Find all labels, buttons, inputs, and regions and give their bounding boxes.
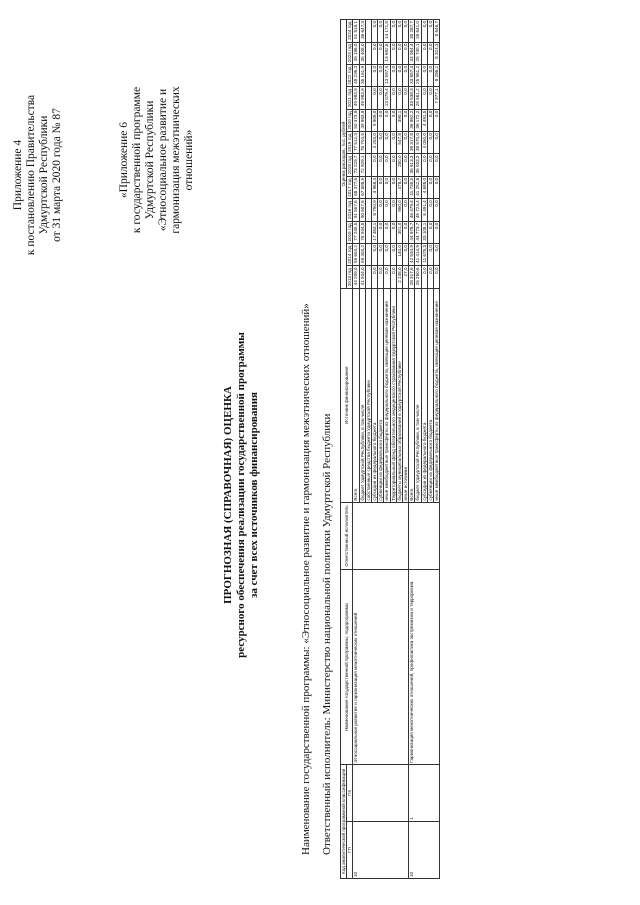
appendix-4-line: к постановлению Правительства [25,94,37,256]
cell-value: 0,0 [372,266,378,288]
cell-value: 50 373,9 [353,109,359,131]
cell-value: 0,0 [427,199,433,221]
cell-value: 48 236,3 [353,64,359,86]
cell-value: 0,0 [427,64,433,86]
cell-value: 4 491,5 [421,109,427,131]
cell-value: 72 929,1 [359,154,365,176]
cell-value: 0,0 [434,221,440,243]
cell-value: 41 735,5 [409,176,415,198]
cell-value: 0,0 [378,42,384,64]
cell-value: 0,0 [421,64,427,86]
cell-value: 0,0 [390,64,396,86]
cell-value: 26 260,6 [415,266,421,288]
cell-value: 0,0 [434,132,440,154]
cell-value: 0,0 [434,154,440,176]
cell-value: 59 404,2 [359,244,365,266]
cell-value: 0,0 [403,20,409,43]
header-estimate: Оценка расходов, тыс. рублей [341,20,347,289]
cell-value: 13 692,6 [384,42,390,64]
cell-value: 11 678,3 [421,244,427,266]
cell-source: Территориальный фонд обязательного медицинского страхования Удмуртской Республики [390,288,396,502]
cell-value: 0,0 [390,176,396,198]
cell-value: 0,0 [403,221,409,243]
cell-value: 0,0 [378,132,384,154]
cell-value: 0,0 [378,87,384,109]
cell-value: 0,0 [396,42,402,64]
cell-source: субвенции из федерального бюджета [427,288,433,502]
cell-value: 51 818,1 [353,20,359,43]
cell-value: 0,0 [372,42,378,64]
cell-value: 0,0 [434,244,440,266]
cell-value: 0,0 [403,42,409,64]
cell-source: субвенции из федерального бюджета [378,288,384,502]
header-responsible: Ответственный исполнитель [341,502,353,570]
cell-value: 77 245,5 [353,221,359,243]
cell-source: собственные средства бюджета Удмуртской Республики [365,288,371,502]
cell-value: 0,0 [384,132,390,154]
cell-value: 36 613,3 [409,154,415,176]
cell-value: 0,0 [403,176,409,198]
document-title [222,145,261,845]
cell-value: 76 704,5 [359,132,365,154]
cell-value: 0,0 [434,266,440,288]
table-header-row [341,20,347,879]
cell-value: 38 570,0 [415,132,421,154]
header-year: 2016 год [347,199,353,221]
cell-value: 0,0 [390,132,396,154]
cell-source: бюджет Удмуртской Республики, в том числе [415,288,421,502]
title-line: за счет всех источников финансирования [248,392,260,599]
cell-value: 0,0 [427,109,433,131]
cell-source: Всего [409,288,415,502]
header-year: 2014 год [347,244,353,266]
cell-value: 547,8 [396,132,402,154]
cell-value: 0,0 [396,87,402,109]
cell-value: 91 557,6 [353,199,359,221]
header-name: Наименование государственной программы, подпрограммы [341,570,353,764]
header-year: 2022 год [347,64,353,86]
cell-value: 49 983,9 [359,109,365,131]
cell-name: Гармонизация межэтнических отношений, профилактика экстремизма и терроризма [409,570,440,764]
cell-value: 0,0 [378,244,384,266]
cell-value: 280,0 [396,154,402,176]
cell-value: 4 968,4 [372,176,378,198]
cell-value: 67 898,9 [359,176,365,198]
cell-source: бюджет Удмуртской Республики, в том числе [359,288,365,502]
appendix-6-header [118,30,196,290]
program-name-line: Наименование государственной программы: «Этносоциальное развитие и гармонизация межэтнических отношений» [300,303,312,855]
cell-value: 42 534,9 [409,244,415,266]
cell-responsible [409,502,440,570]
cell-value: 25 561,2 [415,87,421,109]
cell-value: 0,0 [427,176,433,198]
cell-value: 0,0 [396,64,402,86]
cell-pp: 1 [409,764,440,821]
cell-value: 0,0 [403,109,409,131]
cell-value: 27,0 [403,266,409,288]
header-source: Источник финансирования [341,288,353,502]
cell-source: бюджеты муниципальных образований в Удмуртской Республике [396,288,402,502]
cell-value: 0,0 [434,199,440,221]
cell-value: 0,0 [384,221,390,243]
cell-value: 4 688,0 [421,176,427,198]
executor-line: Ответственный исполнитель: Министерство национальной политики Удмуртской Республики [321,413,333,855]
cell-source: Всего [353,288,359,502]
cell-value: 25 961,2 [415,64,421,86]
cell-value: 13 079,4 [384,87,390,109]
cell-value: 0,0 [403,64,409,86]
cell-value: 49 196,0 [353,42,359,64]
cell-value: 59 604,2 [353,244,359,266]
cell-value: 35 161,9 [359,64,365,86]
cell-value: 0,0 [427,87,433,109]
header-year: 2017 год [347,176,353,198]
cell-value: 0,0 [378,64,384,86]
cell-value: 44 773,7 [415,221,421,243]
appendix-6-line: отношений» [183,129,195,191]
appendix-6-line: гармонизация межэтнических [170,86,182,234]
cell-pp [353,764,409,821]
cell-value: 0,0 [372,64,378,86]
cell-value: 77 512,3 [353,132,359,154]
cell-value: 41 934,0 [359,266,365,288]
cell-value: 0,0 [427,266,433,288]
cell-value: 0,0 [390,266,396,288]
cell-value: 49 983,9 [359,87,365,109]
cell-source: иные источники [403,288,409,502]
cell-value: 301,0 [396,221,402,243]
cell-value: 44 209,0 [353,266,359,288]
cell-value: 17 463,1 [372,221,378,243]
cell-value: 36 033,3 [415,154,421,176]
cell-value: 0,0 [396,20,402,43]
cell-value: 0,0 [378,154,384,176]
cell-value: 0,0 [390,109,396,131]
cell-value: 0,0 [384,244,390,266]
cell-value: 7 977,1 [434,87,440,109]
cell-value: 0,0 [427,42,433,64]
cell-value: 0,0 [434,109,440,131]
cell-value: 8 296,2 [434,64,440,86]
cell-value: 4 050,0 [421,132,427,154]
cell-value: 390,1 [396,109,402,131]
cell-value: 76 944,5 [359,221,365,243]
cell-value: 0,0 [390,154,396,176]
cell-value: 6 491,4 [421,199,427,221]
cell-value: 90 607,6 [359,199,365,221]
cell-value: 41 252,8 [415,176,421,198]
cell-value: 0,0 [384,109,390,131]
cell-gp: 10 [409,821,440,878]
cell-value: 8 646,7 [434,20,440,43]
cell-value: 0,0 [372,154,378,176]
cell-value: 0,0 [390,221,396,243]
cell-value: 0,0 [403,244,409,266]
header-year: 2015 год [347,221,353,243]
cell-value: 33 857,4 [409,64,415,86]
cell-value: 8 750,9 [372,199,378,221]
cell-value: 0,0 [421,42,427,64]
cell-value: 140,0 [396,244,402,266]
cell-value: 0,0 [384,176,390,198]
cell-value: 0,0 [384,154,390,176]
cell-value: 13 597,4 [384,64,390,86]
cell-value: 0,0 [390,42,396,64]
cell-value: 0,0 [384,199,390,221]
header-year: 2021 год [347,87,353,109]
appendix-4-line: от 31 марта 2020 года № 87 [51,108,63,242]
cell-value: 73 229,7 [353,154,359,176]
appendix-6-line: «Этносоциальное развитие и [157,88,169,232]
cell-value: 41 414,9 [415,244,421,266]
cell-responsible [353,502,409,570]
appendix-4-line: Приложение 4 [12,139,24,211]
cell-value: 0,0 [378,221,384,243]
header-gp: ГП [347,821,353,878]
header-year: 2018 год [347,154,353,176]
cell-value: 0,0 [403,199,409,221]
cell-value: 33 538,3 [409,87,415,109]
cell-value: 36 172,2 [415,109,421,131]
appendix-6-line: Удмуртской Республики [144,100,156,220]
cell-value: 33 108,1 [421,221,427,243]
header-year: 2024 год [347,20,353,43]
cell-value: 0,0 [378,266,384,288]
cell-value: 0,0 [403,87,409,109]
cell-value: 0,0 [427,132,433,154]
cell-value: 0,0 [421,266,427,288]
appendix-4-line: Удмуртской Республики [38,115,50,235]
cell-gp: 10 [353,821,409,878]
cell-value: 0,0 [403,154,409,176]
cell-value: 0,0 [403,132,409,154]
cell-value: 49 983,9 [353,87,359,109]
cell-source: субсидии из федерального бюджета [421,288,427,502]
cell-value: 0,0 [384,266,390,288]
cell-value: 0,0 [427,244,433,266]
header-year: 2023 год [347,42,353,64]
header-year: 2019 год [347,132,353,154]
cell-value: 44 978,7 [409,221,415,243]
cell-value: 5 909,0 [372,109,378,131]
cell-value: 0,0 [372,87,378,109]
cell-value: 0,0 [427,221,433,243]
cell-value: 39 317,8 [409,132,415,154]
header-pp: Пп [347,764,353,821]
appendix-4-header [12,30,64,320]
cell-value: 0,0 [372,20,378,43]
cell-value: 45 724,4 [415,199,421,221]
cell-value: 26 641,0 [415,20,421,43]
cell-value: 46 479,4 [409,199,415,221]
cell-value: 34 064,4 [409,42,415,64]
title-line: ПРОГНОЗНАЯ (СПРАВОЧНАЯ) ОЦЕНКА [222,386,234,604]
cell-source: иные межбюджетные трансферты из федерального бюджета, имеющие целевое назначение [384,288,390,502]
cell-value: 0,0 [372,244,378,266]
cell-value: 14 171,8 [384,20,390,43]
appendix-6-line: «Приложение 6 [118,121,130,199]
title-line: ресурсного обеспечения реализации государственной программы [235,332,247,658]
cell-value: 35 408,0 [359,42,365,64]
cell-value: 28 317,6 [409,266,415,288]
cell-value: 0,0 [390,244,396,266]
cell-value: 4 253,0 [372,132,378,154]
cell-name: Этносоциальное развитие и гармонизация межэтнических отношений [353,570,409,764]
cell-value: 0,0 [390,20,396,43]
header-year: 2013 год [347,266,353,288]
cell-source: иные межбюджетные трансферты из федерального бюджета, имеющие целевое назначение [434,288,440,502]
cell-value: 25 740,1 [415,42,421,64]
cell-value: 36 962,2 [409,109,415,131]
cell-value: 8 324,3 [434,42,440,64]
cell-value: 0,0 [378,20,384,43]
cell-value: 0,0 [421,154,427,176]
header-year: 2020 год [347,109,353,131]
cell-value: 0,0 [421,87,427,109]
cell-value: 0,0 [390,199,396,221]
cell-value: 2 248,0 [396,266,402,288]
cell-value: 0,0 [378,176,384,198]
cell-value: 478,7 [396,176,402,198]
appendix-6-line: к государственной программе [131,86,143,234]
cell-value: 0,0 [421,20,427,43]
cell-value: 0,0 [390,87,396,109]
cell-source: субсидии из федерального бюджета [372,288,378,502]
cell-value: 35 287,7 [409,20,415,43]
cell-value: 0,0 [378,109,384,131]
cell-value: 68 377,6 [353,176,359,198]
cell-value: 36 647,3 [359,20,365,43]
cell-value: 0,0 [427,20,433,43]
cell-value: 0,0 [434,176,440,198]
cell-value: 950,0 [396,199,402,221]
resource-estimate-table [340,19,440,879]
header-code: Код аналитической программной классификации [341,764,347,878]
cell-value: 0,0 [427,154,433,176]
cell-value: 0,0 [378,199,384,221]
